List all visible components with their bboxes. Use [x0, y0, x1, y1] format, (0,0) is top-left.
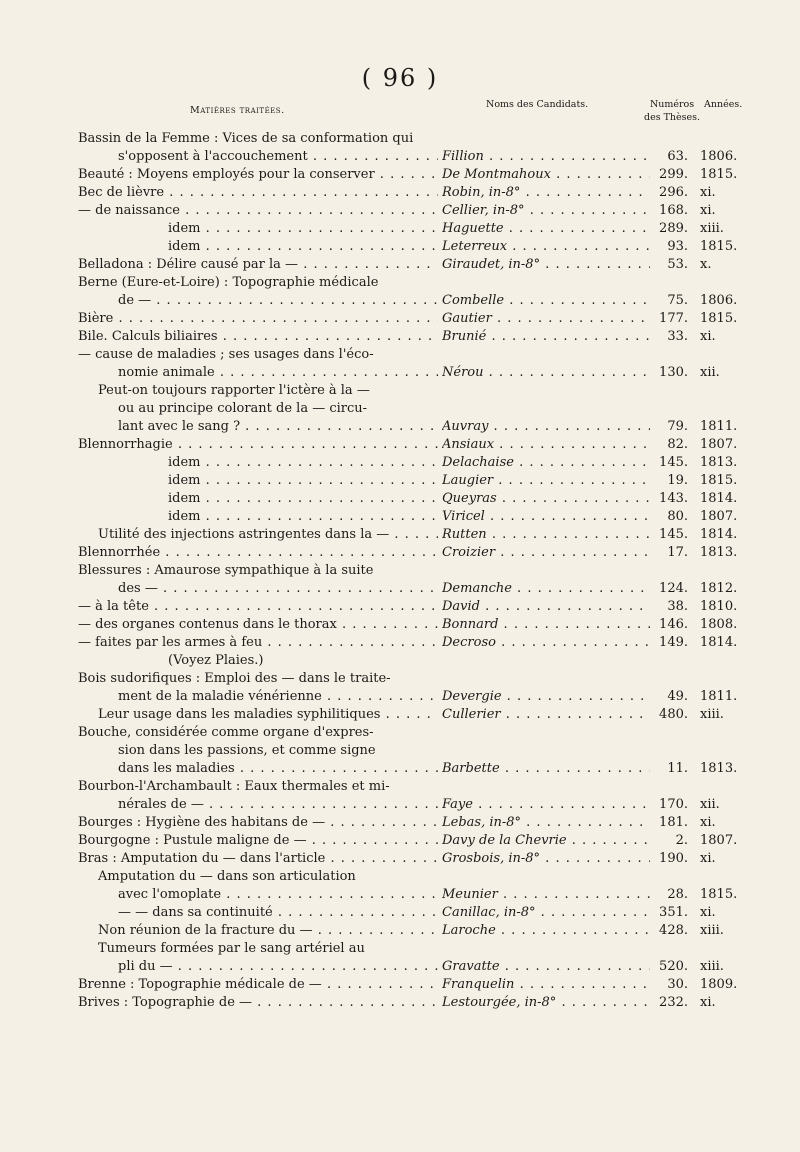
index-candidate: Leterreux . . .: [442, 238, 650, 256]
index-candidate: Franquelin . . .: [442, 976, 650, 994]
index-candidate: Demanche . . .: [442, 580, 650, 598]
index-subject: nomie animale . . .: [78, 364, 438, 382]
index-entries: [78, 130, 750, 1012]
index-year: xi.: [700, 203, 716, 218]
index-subject: — à la tête . . .: [78, 598, 438, 616]
index-subject: ou au principe colorant de la — circu-: [118, 401, 368, 416]
index-number: 168.: [659, 203, 688, 218]
index-row: [78, 382, 750, 400]
index-row: [78, 256, 750, 274]
index-row: [78, 724, 750, 742]
index-candidate: Fillion . . .: [442, 148, 650, 166]
index-subject: — de naissance . . .: [78, 202, 438, 220]
index-row: [78, 652, 750, 670]
index-year: 1814.: [700, 635, 738, 650]
index-number: 30.: [667, 977, 688, 992]
index-year: 1815.: [700, 887, 738, 902]
index-candidate: Laugier . . .: [442, 472, 650, 490]
index-candidate: Devergie . . .: [442, 688, 650, 706]
index-number: 170.: [659, 797, 688, 812]
index-row: [78, 814, 750, 832]
index-subject: Bourgogne : Pustule maligne de — . . .: [78, 832, 438, 850]
index-year: 1810.: [700, 599, 738, 614]
index-row: [78, 850, 750, 868]
index-number: 17.: [667, 545, 688, 560]
index-candidate: Meunier . . .: [442, 886, 650, 904]
index-row: [78, 760, 750, 778]
index-number: 53.: [667, 257, 688, 272]
index-subject: Peut-on toujours rapporter l'ictère à la —: [98, 383, 370, 398]
index-row: [78, 544, 750, 562]
index-subject: Bouche, considérée comme organe d'expres-: [78, 725, 374, 740]
index-number: 480.: [659, 707, 688, 722]
index-number: 351.: [659, 905, 688, 920]
header-years: Années.: [704, 99, 743, 110]
index-row: [78, 580, 750, 598]
index-number: 124.: [659, 581, 688, 596]
index-candidate: Decroso . . .: [442, 634, 650, 652]
index-subject: Blennorrhagie . . .: [78, 436, 438, 454]
index-row: [78, 598, 750, 616]
index-row: [78, 796, 750, 814]
index-subject: idem . . .: [78, 490, 438, 508]
index-subject: avec l'omoplate . . .: [78, 886, 438, 904]
index-subject: Bière . . .: [78, 310, 438, 328]
index-candidate: Queyras . . .: [442, 490, 650, 508]
index-number: 63.: [667, 149, 688, 164]
index-year: 1813.: [700, 455, 738, 470]
index-subject: — faites par les armes à feu . . .: [78, 634, 438, 652]
index-year: xi.: [700, 815, 716, 830]
index-subject: Brenne : Topographie médicale de — . . .: [78, 976, 438, 994]
index-row: [78, 976, 750, 994]
index-row: [78, 742, 750, 760]
index-year: 1807.: [700, 833, 738, 848]
index-subject: s'opposent à l'accouchement . . .: [78, 148, 438, 166]
index-subject: Non réunion de la fracture du — . . .: [78, 922, 438, 940]
index-number: 296.: [659, 185, 688, 200]
index-row: [78, 706, 750, 724]
index-year: 1815.: [700, 167, 738, 182]
index-subject: Brives : Topographie de — . . .: [78, 994, 438, 1012]
index-row: [78, 994, 750, 1012]
index-number: 33.: [667, 329, 688, 344]
index-candidate: Gravatte . . .: [442, 958, 650, 976]
index-number: 49.: [667, 689, 688, 704]
index-number: 82.: [667, 437, 688, 452]
index-candidate: Bonnard . . .: [442, 616, 650, 634]
index-row: [78, 508, 750, 526]
index-subject: de — . . .: [78, 292, 438, 310]
index-year: xii.: [700, 797, 720, 812]
index-subject: Beauté : Moyens employés pour la conserver . . .: [78, 166, 438, 184]
index-subject: Bois sudorifiques : Emploi des — dans le traite-: [78, 671, 391, 686]
index-subject: Belladona : Délire causé par la — . . .: [78, 256, 438, 274]
index-year: 1814.: [700, 527, 738, 542]
index-number: 75.: [667, 293, 688, 308]
index-candidate: De Montmahoux . . .: [442, 166, 650, 184]
header-theses-label: des Thèses.: [644, 112, 701, 123]
header-names: Noms des Candidats.: [486, 99, 589, 110]
index-year: 1811.: [700, 419, 738, 434]
index-subject: — cause de maladies ; ses usages dans l'éco-: [78, 347, 374, 362]
index-number: 289.: [659, 221, 688, 236]
index-year: xiii.: [700, 959, 724, 974]
index-number: 177.: [659, 311, 688, 326]
index-row: [78, 364, 750, 382]
index-candidate: Cellier, in-8° . . .: [442, 202, 650, 220]
index-number: 143.: [659, 491, 688, 506]
index-subject: Bras : Amputation du — dans l'article . . .: [78, 850, 438, 868]
index-subject: lant avec le sang ? . . .: [78, 418, 438, 436]
index-candidate: Auvray . . .: [442, 418, 650, 436]
index-year: xi.: [700, 185, 716, 200]
index-row: [78, 526, 750, 544]
index-candidate: Faye . . .: [442, 796, 650, 814]
index-row: [78, 274, 750, 292]
index-subject: idem . . .: [78, 454, 438, 472]
index-subject: idem . . .: [78, 508, 438, 526]
index-row: [78, 490, 750, 508]
index-number: 19.: [667, 473, 688, 488]
index-subject: nérales de — . . .: [78, 796, 438, 814]
index-year: xi.: [700, 905, 716, 920]
header-matters: Matières traitées.: [190, 105, 285, 116]
index-number: 2.: [675, 833, 688, 848]
index-year: xiii.: [700, 707, 724, 722]
index-year: 1813.: [700, 545, 738, 560]
index-subject: Bile. Calculs biliaires . . .: [78, 328, 438, 346]
index-year: xi.: [700, 329, 716, 344]
index-row: [78, 454, 750, 472]
index-subject: Blennorrhée . . .: [78, 544, 438, 562]
index-subject: des — . . .: [78, 580, 438, 598]
index-year: 1811.: [700, 689, 738, 704]
index-candidate: Cullerier . . .: [442, 706, 650, 724]
index-number: 149.: [659, 635, 688, 650]
index-number: 145.: [659, 527, 688, 542]
index-number: 299.: [659, 167, 688, 182]
index-candidate: Grosbois, in-8° . . .: [442, 850, 650, 868]
index-number: 232.: [659, 995, 688, 1010]
index-row: [78, 130, 750, 148]
index-subject: Bourges : Hygiène des habitans de — . . .: [78, 814, 438, 832]
index-subject: Blessures : Amaurose sympathique à la suite: [78, 563, 374, 578]
index-subject: Bassin de la Femme : Vices de sa conformation qui: [78, 131, 414, 146]
index-subject: Utilité des injections astringentes dans la — . . .: [78, 526, 438, 544]
index-candidate: Viricel . . .: [442, 508, 650, 526]
index-number: 93.: [667, 239, 688, 254]
index-number: 79.: [667, 419, 688, 434]
index-candidate: Combelle . . .: [442, 292, 650, 310]
index-row: [78, 418, 750, 436]
index-row: [78, 328, 750, 346]
index-row: [78, 346, 750, 364]
index-row: [78, 688, 750, 706]
index-year: 1806.: [700, 293, 738, 308]
index-number: 146.: [659, 617, 688, 632]
index-subject: Amputation du — dans son articulation: [98, 869, 356, 884]
index-candidate: Robin, in-8° . . .: [442, 184, 650, 202]
index-number: 130.: [659, 365, 688, 380]
index-subject: Berne (Eure-et-Loire) : Topographie médicale: [78, 275, 379, 290]
index-number: 190.: [659, 851, 688, 866]
index-year: 1814.: [700, 491, 738, 506]
index-row: [78, 634, 750, 652]
index-number: 428.: [659, 923, 688, 938]
index-year: 1813.: [700, 761, 738, 776]
index-subject: — — dans sa continuité . . .: [78, 904, 438, 922]
index-number: 28.: [667, 887, 688, 902]
index-year: x.: [700, 257, 712, 272]
index-year: xi.: [700, 851, 716, 866]
index-number: 80.: [667, 509, 688, 524]
index-year: 1807.: [700, 509, 738, 524]
index-year: xi.: [700, 995, 716, 1010]
index-subject: — des organes contenus dans le thorax . . .: [78, 616, 438, 634]
index-candidate: Laroche . . .: [442, 922, 650, 940]
index-year: xiii.: [700, 221, 724, 236]
index-row: [78, 238, 750, 256]
index-year: 1815.: [700, 239, 738, 254]
index-row: [78, 184, 750, 202]
index-candidate: Barbette . . .: [442, 760, 650, 778]
index-candidate: Lebas, in-8° . . .: [442, 814, 650, 832]
column-headers: [0, 98, 800, 126]
index-row: [78, 670, 750, 688]
index-row: [78, 166, 750, 184]
index-subject: Bec de lièvre . . .: [78, 184, 438, 202]
index-candidate: Haguette . . .: [442, 220, 650, 238]
index-number: 11.: [667, 761, 688, 776]
index-row: [78, 472, 750, 490]
index-row: [78, 886, 750, 904]
index-number: 145.: [659, 455, 688, 470]
index-row: [78, 778, 750, 796]
index-year: xiii.: [700, 923, 724, 938]
index-row: [78, 958, 750, 976]
index-candidate: Davy de la Chevrie . . .: [442, 832, 650, 850]
index-number: 38.: [667, 599, 688, 614]
index-row: [78, 922, 750, 940]
index-row: [78, 904, 750, 922]
index-subject: pli du — . . .: [78, 958, 438, 976]
index-row: [78, 868, 750, 886]
index-number: 520.: [659, 959, 688, 974]
index-year: 1815.: [700, 311, 738, 326]
index-year: xii.: [700, 365, 720, 380]
index-row: [78, 940, 750, 958]
index-year: 1809.: [700, 977, 738, 992]
index-row: [78, 616, 750, 634]
index-candidate: Canillac, in-8° . . .: [442, 904, 650, 922]
index-subject: Bourbon-l'Archambault : Eaux thermales et mi-: [78, 779, 390, 794]
index-year: 1815.: [700, 473, 738, 488]
index-subject: Leur usage dans les maladies syphilitiques . . .: [78, 706, 438, 724]
index-candidate: Lestourgée, in-8° . . .: [442, 994, 650, 1012]
index-subject: idem . . .: [78, 472, 438, 490]
index-candidate: Ansiaux . . .: [442, 436, 650, 454]
index-subject: idem . . .: [78, 220, 438, 238]
index-candidate: Croizier . . .: [442, 544, 650, 562]
index-candidate: Giraudet, in-8° . . .: [442, 256, 650, 274]
index-year: 1812.: [700, 581, 738, 596]
index-subject: ment de la maladie vénérienne . . .: [78, 688, 438, 706]
index-candidate: Brunié . . .: [442, 328, 650, 346]
index-subject: Tumeurs formées par le sang artériel au: [98, 941, 365, 956]
index-row: [78, 400, 750, 418]
header-numbers: [644, 98, 700, 124]
index-row: [78, 202, 750, 220]
index-row: [78, 148, 750, 166]
index-subject: (Voyez Plaies.): [168, 653, 264, 668]
index-subject: sion dans les passions, et comme signe: [118, 743, 376, 758]
index-row: [78, 310, 750, 328]
index-subject: dans les maladies . . .: [78, 760, 438, 778]
index-year: 1807.: [700, 437, 738, 452]
index-row: [78, 832, 750, 850]
index-year: 1806.: [700, 149, 738, 164]
header-numbers-label: Numéros: [649, 99, 695, 110]
index-row: [78, 292, 750, 310]
index-number: 181.: [659, 815, 688, 830]
index-candidate: Rutten . . .: [442, 526, 650, 544]
index-candidate: Nérou . . .: [442, 364, 650, 382]
page-number: ( 96 ): [361, 64, 439, 92]
index-row: [78, 562, 750, 580]
index-year: 1808.: [700, 617, 738, 632]
index-candidate: Delachaise . . .: [442, 454, 650, 472]
index-subject: idem . . .: [78, 238, 438, 256]
index-candidate: David . . .: [442, 598, 650, 616]
index-candidate: Gautier . . .: [442, 310, 650, 328]
index-row: [78, 220, 750, 238]
index-row: [78, 436, 750, 454]
